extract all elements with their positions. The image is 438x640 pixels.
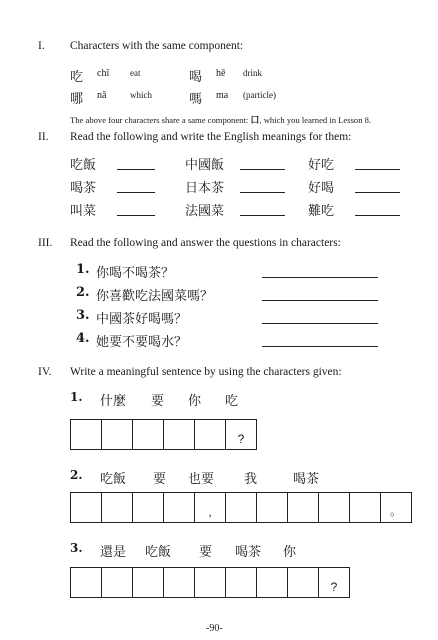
answer-blank[interactable] — [240, 215, 285, 216]
answer-cell[interactable] — [101, 419, 133, 450]
answer-cell[interactable] — [256, 492, 288, 523]
given-word: 你 — [188, 394, 202, 409]
given-word: 什麼 — [100, 394, 127, 409]
answer-cell[interactable]: , — [194, 492, 226, 523]
pinyin-he: hē — [216, 68, 226, 79]
question-text: 你喜歡吃法國菜嗎？ — [96, 289, 214, 304]
answer-cell[interactable] — [163, 419, 195, 450]
given-word: 我 — [244, 472, 258, 487]
page-number: -90- — [206, 623, 223, 634]
answer-cell[interactable] — [132, 567, 164, 598]
vocab-term: 難吃 — [308, 204, 335, 219]
char-na: 哪 — [70, 92, 84, 107]
vocab-term: 吃飯 — [70, 158, 97, 173]
vocab-term: 好吃 — [308, 158, 335, 173]
question-number: 2. — [76, 285, 90, 300]
sentence-number: 1. — [70, 390, 83, 404]
answer-line[interactable] — [262, 300, 378, 301]
vocab-term: 法國菜 — [185, 204, 225, 219]
sentence-number: 3. — [70, 541, 83, 555]
question-text: 你喝不喝茶？ — [96, 266, 175, 281]
answer-cell[interactable] — [318, 492, 350, 523]
vocab-term: 喝茶 — [70, 181, 97, 196]
pinyin-chi: chī — [97, 68, 110, 79]
question-number: 4. — [76, 331, 90, 346]
question-number: 1. — [76, 262, 90, 277]
answer-blank[interactable] — [240, 192, 285, 193]
answer-cell[interactable] — [194, 567, 226, 598]
answer-blank[interactable] — [117, 215, 155, 216]
answer-line[interactable] — [262, 277, 378, 278]
char-he: 喝 — [189, 70, 203, 85]
meaning-particle: (particle) — [243, 90, 276, 100]
section-4-title: Write a meaningful sentence by using the characters given: — [70, 366, 342, 378]
meaning-eat: eat — [130, 68, 141, 78]
answer-cell[interactable] — [132, 419, 164, 450]
section-3-title: Read the following and answer the questions in characters: — [70, 237, 341, 249]
char-chi: 吃 — [70, 70, 84, 85]
section-3-number: III. — [38, 237, 53, 249]
vocab-term: 好喝 — [308, 181, 335, 196]
answer-cell[interactable] — [70, 492, 102, 523]
note-before: The above four characters share a same component: — [70, 115, 249, 125]
given-word: 要 — [199, 545, 213, 560]
meaning-drink: drink — [243, 68, 262, 78]
answer-cell[interactable] — [70, 419, 102, 450]
answer-cell[interactable]: ? — [225, 419, 257, 450]
section-2-title: Read the following and write the English meanings for them: — [70, 131, 352, 143]
answer-cell[interactable] — [225, 567, 257, 598]
answer-cell[interactable] — [287, 492, 319, 523]
question-text: 中國茶好喝嗎？ — [96, 312, 188, 327]
pinyin-na: nǎ — [97, 90, 107, 101]
answer-blank[interactable] — [117, 169, 155, 170]
answer-cell[interactable]: ? — [318, 567, 350, 598]
answer-line[interactable] — [262, 323, 378, 324]
answer-grid — [70, 567, 350, 598]
note-after: , which you learned in Lesson 8. — [259, 115, 372, 125]
answer-blank[interactable] — [355, 169, 400, 170]
answer-cell[interactable]: 。 — [380, 492, 412, 523]
answer-cell[interactable] — [101, 492, 133, 523]
answer-blank[interactable] — [117, 192, 155, 193]
sentence-number: 2. — [70, 468, 83, 482]
char-ma: 嗎 — [189, 92, 203, 107]
given-word: 吃飯 — [100, 472, 127, 487]
answer-cell[interactable] — [349, 492, 381, 523]
vocab-term: 日本茶 — [185, 181, 225, 196]
given-word: 也要 — [188, 472, 215, 487]
answer-blank[interactable] — [355, 215, 400, 216]
answer-cell[interactable] — [101, 567, 133, 598]
meaning-which: which — [130, 90, 152, 100]
pinyin-ma: ma — [216, 90, 229, 101]
question-text: 她要不要喝水？ — [96, 335, 188, 350]
answer-grid — [70, 492, 412, 523]
section-4-number: IV. — [38, 366, 52, 378]
section-1-note — [70, 113, 371, 126]
section-1-number: I. — [38, 40, 45, 52]
answer-line[interactable] — [262, 346, 378, 347]
answer-cell[interactable] — [163, 492, 195, 523]
answer-cell[interactable] — [163, 567, 195, 598]
answer-cell[interactable] — [256, 567, 288, 598]
answer-cell[interactable] — [194, 419, 226, 450]
section-1-title: Characters with the same component: — [70, 40, 244, 52]
question-number: 3. — [76, 308, 90, 323]
given-word: 你 — [283, 545, 297, 560]
answer-cell[interactable] — [225, 492, 257, 523]
given-word: 喝茶 — [235, 545, 262, 560]
answer-cell[interactable] — [287, 567, 319, 598]
given-word: 吃飯 — [145, 545, 172, 560]
answer-cell[interactable] — [132, 492, 164, 523]
vocab-term: 中國飯 — [185, 158, 225, 173]
vocab-term: 叫菜 — [70, 204, 97, 219]
answer-blank[interactable] — [355, 192, 400, 193]
given-word: 要 — [153, 472, 167, 487]
given-word: 喝茶 — [293, 472, 320, 487]
section-2-number: II. — [38, 131, 49, 143]
given-word: 吃 — [225, 394, 239, 409]
answer-cell[interactable] — [70, 567, 102, 598]
answer-grid — [70, 419, 257, 450]
mouth-component: 口 — [250, 116, 260, 126]
given-word: 還是 — [100, 545, 127, 560]
answer-blank[interactable] — [240, 169, 285, 170]
given-word: 要 — [151, 394, 165, 409]
